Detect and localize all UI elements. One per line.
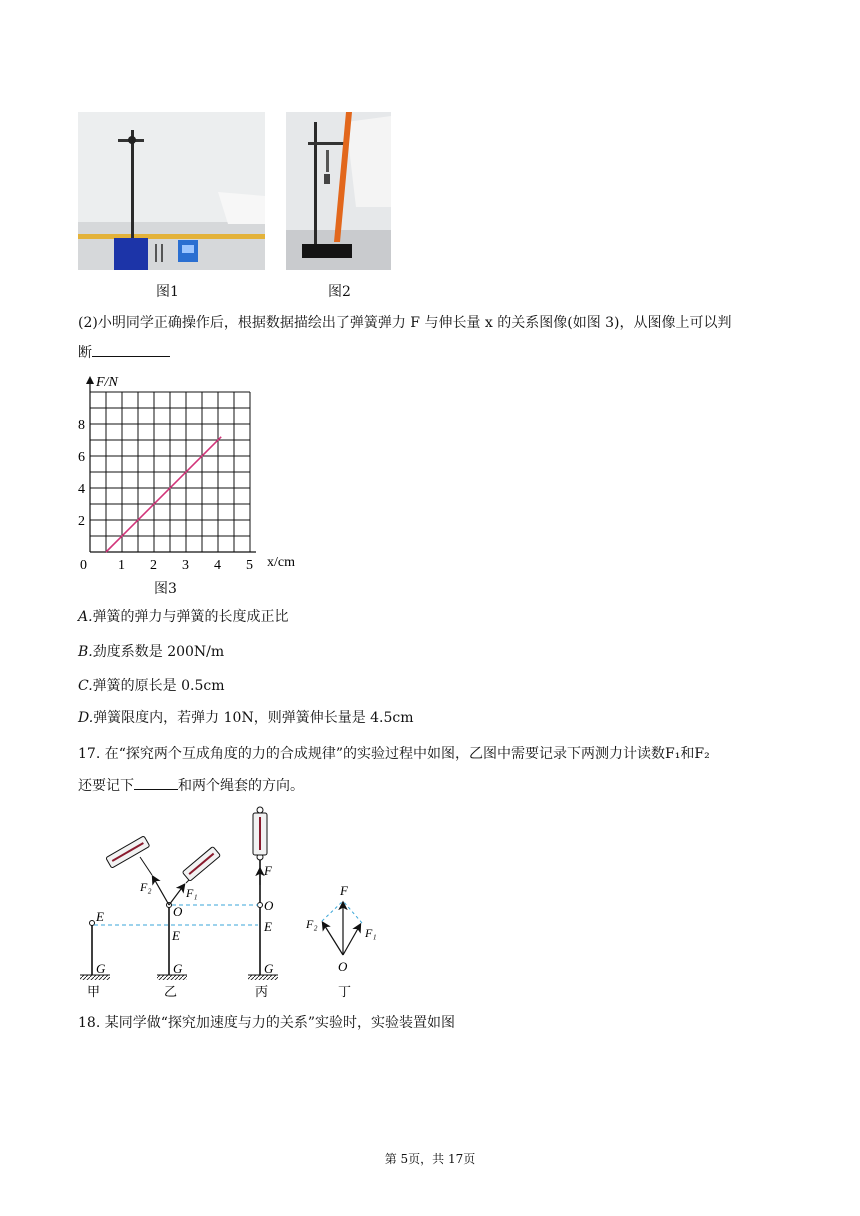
x-tick-label: 2 <box>150 558 157 573</box>
y-tick-label: 6 <box>78 450 85 465</box>
page-footer: 第 5页，共 17页 <box>384 1152 476 1166</box>
option-d <box>78 707 414 729</box>
q18-line1: 18. 某同学做“探究加速度与力的关系”实验时，实验装置如图 <box>78 1015 456 1031</box>
label-o-ding: O <box>338 959 348 974</box>
y-axis-arrow <box>86 376 94 384</box>
q17-line2-start: 还要记下 <box>78 778 134 794</box>
label-jia: 甲 <box>87 984 101 999</box>
chart-axes <box>86 376 256 552</box>
option-c-text: 弹簧的原长是 0.5cm <box>92 678 225 694</box>
label-bing: 丙 <box>255 984 269 999</box>
x-axis-label: x/cm <box>267 555 295 570</box>
label-e-yi: E <box>172 928 180 943</box>
label-e-bing: E <box>264 919 272 934</box>
chart-grid <box>90 392 250 552</box>
chart-series <box>106 437 221 552</box>
y-axis-label: F/N <box>96 375 118 390</box>
q17-line1: 17. 在“探究两个互成角度的力的合成规律”的实验过程中如图，乙图中需要记录下两测力计读数F₁和F₂ <box>78 746 710 762</box>
label-f2-ding: F₂ <box>306 917 318 931</box>
q17-line2 <box>78 775 304 797</box>
q17-line2-end: 和两个绳套的方向。 <box>178 778 304 794</box>
panel-jia <box>80 909 110 999</box>
option-b-text: 劲度系数是 200N/m <box>92 644 225 660</box>
option-a <box>78 606 289 628</box>
option-a-letter: A. <box>78 609 93 625</box>
series-line <box>106 437 221 552</box>
x-tick-label: 0 <box>80 558 87 573</box>
q16-part2-line1: (2)小明同学正确操作后，根据数据描绘出了弹簧弹力 F 与伸长量 x 的关系图像(如图 3)，从图像上可以判 <box>78 315 732 331</box>
figure-1-photo <box>78 112 265 270</box>
x-tick-label: 3 <box>182 558 189 573</box>
option-d-letter: D. <box>78 710 94 726</box>
figure-2-caption: 图2 <box>328 284 351 300</box>
option-c-letter: C. <box>78 678 93 694</box>
option-a-text: 弹簧的弹力与弹簧的长度成正比 <box>92 609 289 625</box>
y-tick-label: 8 <box>78 418 85 433</box>
option-c <box>78 675 225 697</box>
x-tick-label: 5 <box>246 558 253 573</box>
label-g-jia: G <box>96 961 106 976</box>
chart-ticks <box>78 418 253 573</box>
label-ding: 丁 <box>338 984 352 999</box>
label-f-bing: F <box>264 863 272 878</box>
label-o-bing: O <box>264 898 274 913</box>
answer-blank <box>92 342 170 357</box>
label-yi: 乙 <box>164 984 178 999</box>
figure-1-caption: 图1 <box>156 284 179 300</box>
q16-part2-line2 <box>78 342 170 364</box>
option-b <box>78 641 224 663</box>
y-tick-label: 2 <box>78 514 85 529</box>
x-tick-label: 4 <box>214 558 221 573</box>
figure-3-chart <box>76 374 316 584</box>
panel-yi <box>106 836 221 999</box>
label-g-yi: G <box>173 961 183 976</box>
label-f2: F₂ <box>140 880 152 894</box>
answer-blank <box>134 775 178 790</box>
option-b-letter: B. <box>78 644 93 660</box>
figure-3-caption: 图3 <box>154 581 177 597</box>
figure-2-photo <box>286 112 391 270</box>
panel-bing <box>248 807 278 999</box>
option-d-text: 弹簧限度内，若弹力 10N，则弹簧伸长量是 4.5cm <box>93 710 414 726</box>
y-tick-label: 4 <box>78 482 85 497</box>
label-f-ding: F <box>340 883 348 898</box>
label-o-yi: O <box>173 904 183 919</box>
panel-ding <box>305 883 377 999</box>
force-diagram <box>78 805 398 1005</box>
x-tick-label: 1 <box>118 558 125 573</box>
label-e-jia: E <box>96 909 104 924</box>
label-f1: F₁ <box>186 886 198 900</box>
q16-part2-line2-text: 断 <box>78 345 92 361</box>
label-g-bing: G <box>264 961 274 976</box>
label-f1-ding: F₁ <box>365 926 377 940</box>
